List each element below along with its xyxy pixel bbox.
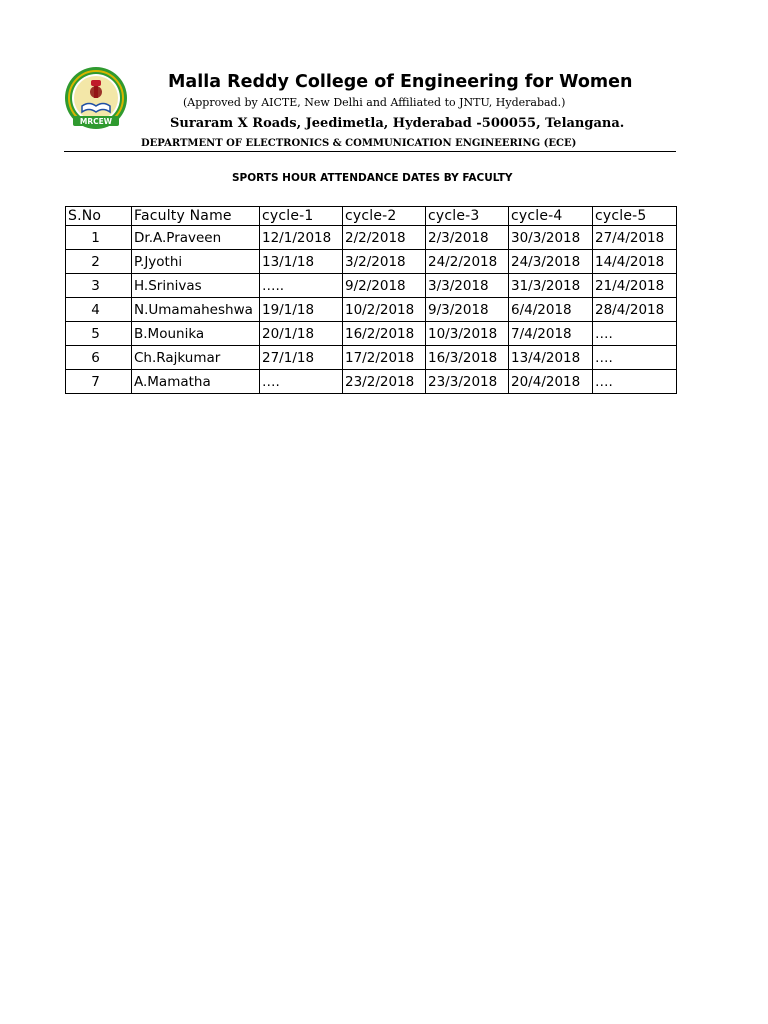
cell-cycle-1: 20/1/18 [260,322,343,346]
cell-cycle-2: 17/2/2018 [343,346,426,370]
cell-cycle-2: 2/2/2018 [343,226,426,250]
column-header-cycle-4: cycle-4 [509,207,593,226]
cell-sno: 4 [66,298,132,322]
cell-faculty-name: H.Srinivas [132,274,260,298]
cell-cycle-3: 3/3/2018 [426,274,509,298]
cell-faculty-name: A.Mamatha [132,370,260,394]
cell-cycle-4: 7/4/2018 [509,322,593,346]
cell-cycle-2: 9/2/2018 [343,274,426,298]
cell-cycle-1: 19/1/18 [260,298,343,322]
attendance-table [65,206,677,394]
column-header-faculty-name: Faculty Name [132,207,260,226]
cell-faculty-name: N.Umamaheshwa [132,298,260,322]
cell-sno: 5 [66,322,132,346]
column-header-cycle-2: cycle-2 [343,207,426,226]
cell-cycle-4: 20/4/2018 [509,370,593,394]
cell-cycle-5: …. [593,346,677,370]
approval-note: (Approved by AICTE, New Delhi and Affiliated to JNTU, Hyderabad.) [183,96,566,109]
table-row [66,250,677,274]
column-header-cycle-5: cycle-5 [593,207,677,226]
cell-cycle-3: 9/3/2018 [426,298,509,322]
table-row [66,322,677,346]
cell-cycle-2: 3/2/2018 [343,250,426,274]
college-name: Malla Reddy College of Engineering for Women [168,72,633,92]
cell-cycle-5: 14/4/2018 [593,250,677,274]
cell-cycle-3: 2/3/2018 [426,226,509,250]
cell-cycle-4: 13/4/2018 [509,346,593,370]
table-row [66,226,677,250]
table-row [66,298,677,322]
cell-faculty-name: Ch.Rajkumar [132,346,260,370]
cell-sno: 1 [66,226,132,250]
cell-sno: 6 [66,346,132,370]
cell-cycle-5: …. [593,322,677,346]
report-title: SPORTS HOUR ATTENDANCE DATES BY FACULTY [232,172,513,184]
cell-cycle-4: 30/3/2018 [509,226,593,250]
cell-faculty-name: B.Mounika [132,322,260,346]
college-address: Suraram X Roads, Jeedimetla, Hyderabad -500055, Telangana. [170,116,625,131]
cell-sno: 7 [66,370,132,394]
cell-faculty-name: P.Jyothi [132,250,260,274]
cell-cycle-3: 10/3/2018 [426,322,509,346]
cell-cycle-2: 23/2/2018 [343,370,426,394]
department-name: DEPARTMENT OF ELECTRONICS & COMMUNICATION ENGINEERING (ECE) [141,138,577,149]
table-row [66,370,677,394]
column-header-cycle-3: cycle-3 [426,207,509,226]
cell-cycle-4: 24/3/2018 [509,250,593,274]
cell-cycle-2: 16/2/2018 [343,322,426,346]
cell-cycle-2: 10/2/2018 [343,298,426,322]
column-header-sno: S.No [66,207,132,226]
cell-cycle-5: 28/4/2018 [593,298,677,322]
cell-faculty-name: Dr.A.Praveen [132,226,260,250]
table-row [66,274,677,298]
cell-cycle-5: 27/4/2018 [593,226,677,250]
college-logo [64,66,128,134]
cell-cycle-3: 16/3/2018 [426,346,509,370]
column-header-cycle-1: cycle-1 [260,207,343,226]
header-divider [64,151,676,152]
cell-cycle-1: 12/1/2018 [260,226,343,250]
cell-cycle-1: 27/1/18 [260,346,343,370]
cell-cycle-1: ….. [260,274,343,298]
table-row [66,346,677,370]
cell-cycle-5: …. [593,370,677,394]
cell-sno: 3 [66,274,132,298]
table-header-row [66,207,677,226]
cell-cycle-5: 21/4/2018 [593,274,677,298]
cell-cycle-4: 31/3/2018 [509,274,593,298]
cell-cycle-3: 24/2/2018 [426,250,509,274]
cell-cycle-1: …. [260,370,343,394]
svg-text:MRCEW: MRCEW [79,117,113,126]
cell-cycle-4: 6/4/2018 [509,298,593,322]
cell-cycle-1: 13/1/18 [260,250,343,274]
cell-cycle-3: 23/3/2018 [426,370,509,394]
cell-sno: 2 [66,250,132,274]
